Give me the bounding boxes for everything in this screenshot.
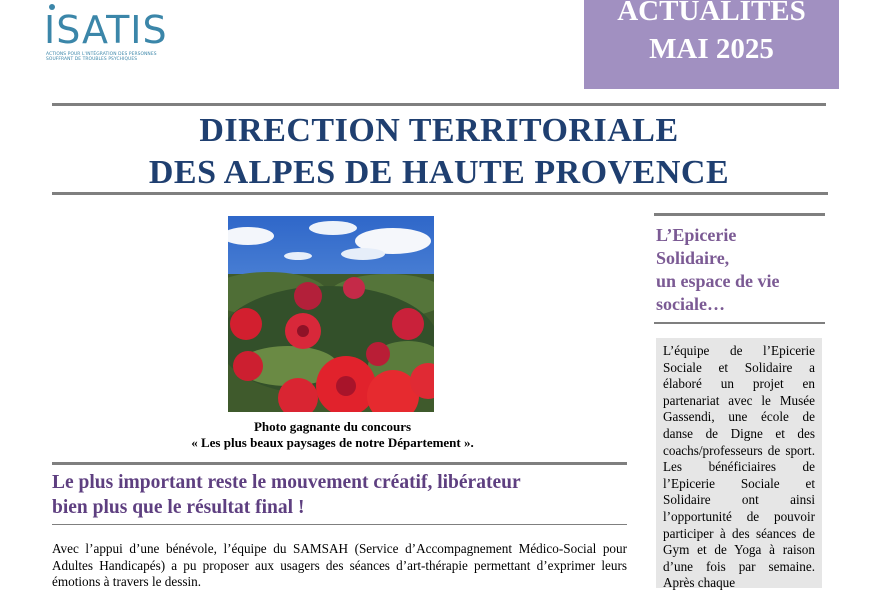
article-body: Avec l’appui d’une bénévole, l’équipe du SAMSAH (Service d’Accompagnement Médico-Social pour Adultes Handicapés) a pu proposer aux usagers des séances d’art-thérapie permettant d’exprimer leurs émotions à travers le dessin.	[52, 541, 627, 590]
headline-top-rule	[52, 103, 826, 106]
article-heading	[52, 470, 627, 520]
sidebar-title-line-4: sociale…	[656, 294, 725, 314]
logo-tagline: ACTIONS POUR L'INTÉGRATION DES PERSONNES SOUFFRANT DE TROUBLES PSYCHIQUES	[46, 52, 157, 62]
page-title	[52, 110, 826, 194]
logo-word: ISATIS	[44, 8, 168, 52]
badge-line-2: MAI 2025	[649, 33, 774, 65]
sidebar-title-line-1: L’Epicerie	[656, 225, 737, 245]
article-heading-line-1: Le plus important reste le mouvement créatif, libérateur	[52, 472, 521, 493]
issue-badge	[584, 0, 839, 89]
page-title-line-1: DIRECTION TERRITORIALE	[199, 112, 679, 149]
photo-caption-line-2: « Les plus beaux paysages de notre Département ».	[191, 435, 474, 450]
photo-caption	[150, 419, 515, 451]
article-heading-rule	[52, 524, 627, 525]
sidebar-title	[656, 224, 826, 316]
photo-caption-line-1: Photo gagnante du concours	[253, 419, 412, 434]
sidebar-title-rule	[654, 322, 825, 324]
article-top-rule	[52, 462, 627, 465]
isatis-logo	[44, 6, 168, 66]
badge-line-1: ACTUALITES	[617, 0, 806, 27]
sidebar-top-rule	[654, 213, 825, 216]
roses-photo-image	[228, 216, 434, 412]
page-title-line-2: DES ALPES DE HAUTE PROVENCE	[148, 154, 730, 191]
sidebar-body: L’équipe de l’Epicerie Sociale et Solidaire a élaboré un projet en partenariat avec le Musée Gassendi, une école de danse de Digne et des coachs/professeurs de sport. Les bénéficiaires de l’Epicerie Sociale et Solidaire ont ainsi l’opportunité de pouvoir participer à des séances de Gym et de Yoga à raison d’une fois par semaine. Après chaque	[663, 343, 815, 591]
contest-photo	[228, 216, 434, 412]
article-heading-line-2: bien plus que le résultat final !	[52, 497, 305, 518]
headline-bottom-rule	[52, 192, 828, 195]
sidebar-title-line-2: Solidaire,	[656, 248, 730, 268]
sidebar-title-line-3: un espace de vie	[656, 271, 780, 291]
